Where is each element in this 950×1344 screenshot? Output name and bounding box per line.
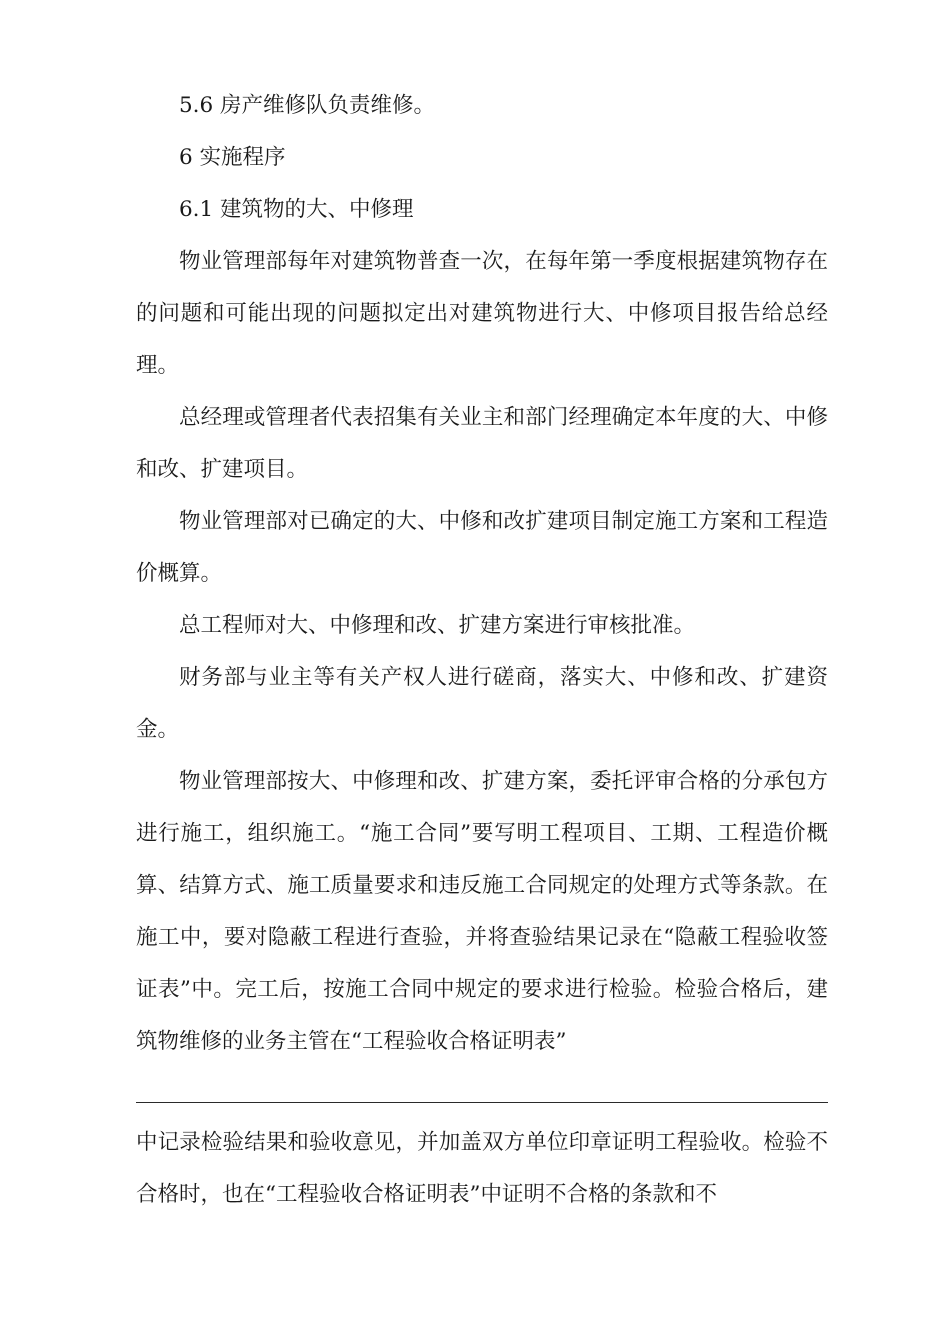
continued-text: 中记录检验结果和验收意见，并加盖双方单位印章证明工程验收。检验不合格时，也在“工程验收合格证明表”中证明不合格的条款和不 [136, 1130, 828, 1207]
paragraph-construction-plan: 物业管理部对已确定的大、中修和改扩建项目制定施工方案和工程造价概算。 [136, 509, 828, 586]
paragraph-inspection: 物业管理部每年对建筑物普查一次，在每年第一季度根据建筑物存在的问题和可能出现的问题拟定出对建筑物进行大、中修项目报告给总经理。 [136, 249, 828, 378]
paragraph-contract: 物业管理部按大、中修理和改、扩建方案，委托评审合格的分承包方进行施工，组织施工。“施工合同”要写明工程项目、工期、工程造价概算、结算方式、施工质量要求和违反施工合同规定的处理方式等条款。在施工中，要对隐蔽工程进行查验，并将查验结果记录在“隐蔽工程验收签证表”中。完工后，按施工合同中规定的要求进行检验。检验合格后，建筑物维修的业务主管在“工程验收合格证明表” [136, 769, 828, 1054]
main-text-block [136, 80, 828, 1068]
paragraph-finance: 财务部与业主等有关产权人进行磋商，落实大、中修和改、扩建资金。 [136, 665, 828, 742]
paragraph-manager-decision: 总经理或管理者代表招集有关业主和部门经理确定本年度的大、中修和改、扩建项目。 [136, 405, 828, 482]
paragraph-chief-engineer: 总工程师对大、中修理和改、扩建方案进行审核批准。 [179, 613, 696, 638]
footnote-divider [136, 1102, 828, 1103]
heading-6-1: 6.1 建筑物的大、中修理 [179, 197, 414, 222]
heading-6: 6 实施程序 [179, 145, 286, 170]
paragraph-5-6: 5.6 房产维修队负责维修。 [179, 93, 436, 118]
